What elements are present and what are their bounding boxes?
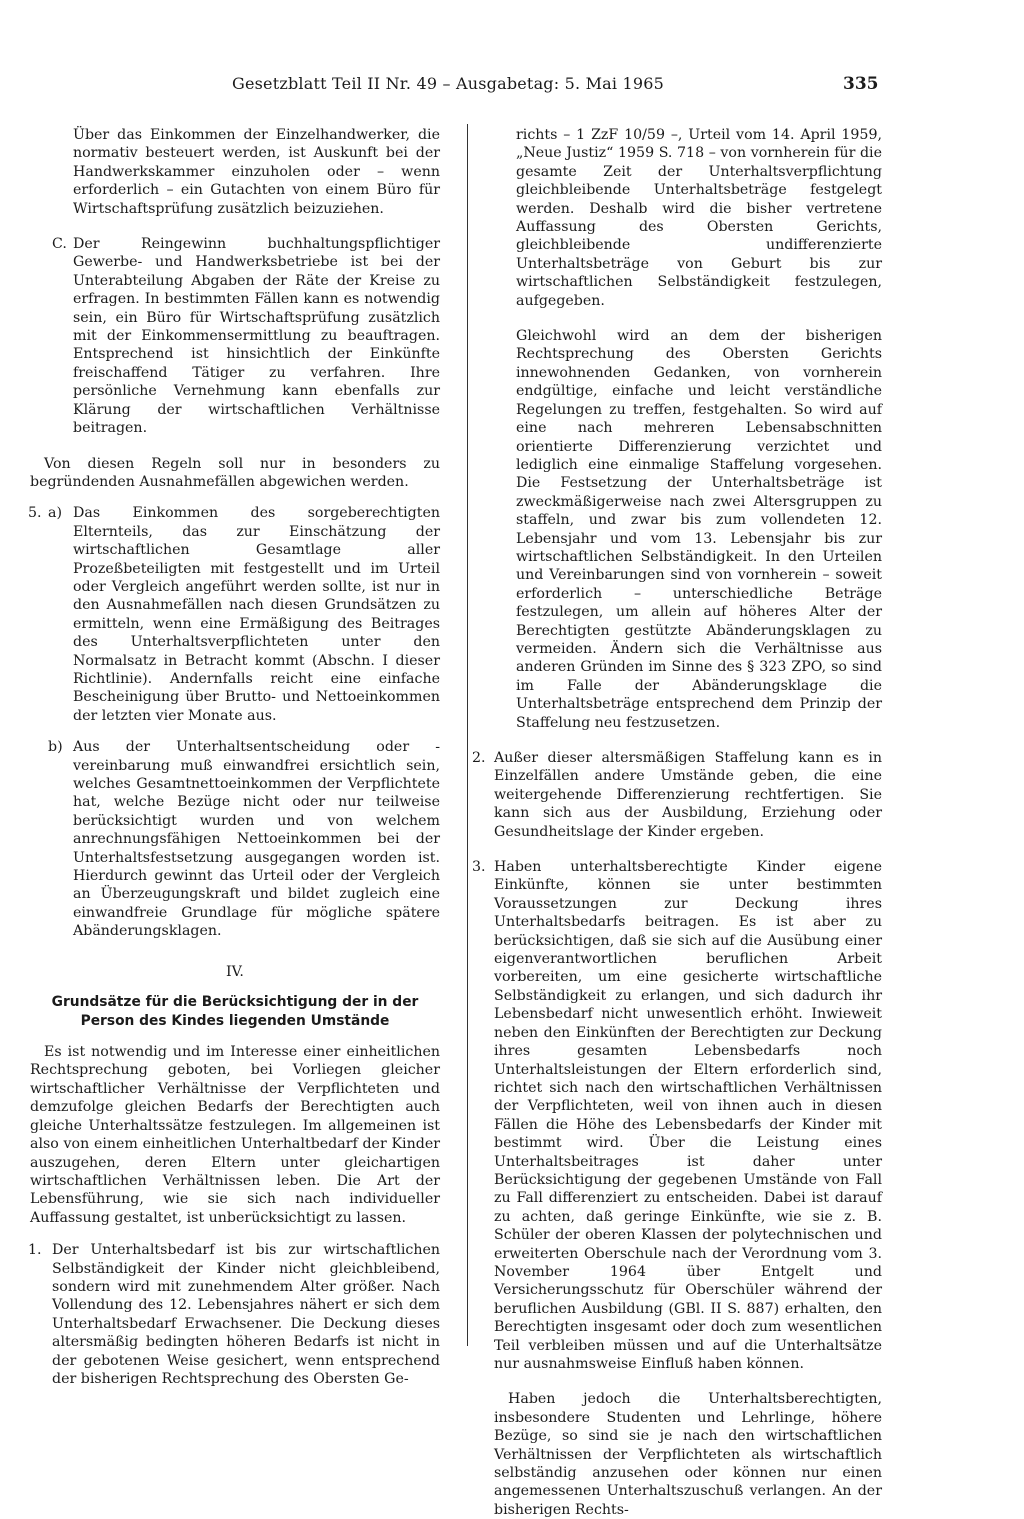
list-marker-5b: b) bbox=[48, 739, 63, 756]
page-header bbox=[0, 72, 1024, 100]
list-item-1-text: Der Unterhaltsbedarf ist bis zur wirtschaftlichen Selbständigkeit der Kinder nicht gleichbleibend, sondern wird mit zunehmendem Alter größer. Nach Vollendung des 12. Lebensjahres nähert er sich dem Unterhaltsbedarf Erwachsener. Die Deckung dieses altersmäßig bedingten höheren Bedarfs ist nicht in der gebotenen Weise gesichert, wenn entsprechend der bisherigen Rechtsprechung des Obersten Ge- bbox=[52, 1242, 440, 1387]
list-item-3-text: Haben unterhaltsberechtigte Kinder eigene Einkünfte, können sie unter bestimmten Voraussetzungen zur Deckung ihres Unterhaltsbedarfs beitragen. Es ist aber zu berücksichtigen, daß sie sich auf die Ausübung einer eigenverantwortlichen beruflichen Arbeit vorbereiten, um eine gesicherte wirtschaftliche Selbständigkeit zu erlangen, und sich dadurch ihr Lebensbedarf nicht unwesentlich erhöht. Inwieweit neben den Einkünften der Berechtigten zur Deckung ihres gesamten Lebensbedarfs noch Unterhaltsleistungen der Eltern erforderlich sind, richtet sich nach den wirtschaftlichen Verhältnissen der Verpflichteten, weil von ihnen auch in diesen Fällen die Höhe des Lebensbedarfs der Kinder mit bestimmt wird. Über die Leistung eines Unterhaltsbeitrages ist daher unter Berücksichtigung der gegebenen Umstände von Fall zu Fall differenziert zu entscheiden. Dabei ist darauf zu achten, daß geringe Einkünfte, wie sie z. B. Schüler der oberen Klassen der polytechnischen und erweiterten Oberschule nach der Verordnung vom 3. November 1964 über Entgelt und Versicherungsschutz für Oberschüler während der beruflichen Ausbildung (GBl. II S. 887) erhalten, den Berechtigten insgesamt oder doch zum wesentlichen Teil verbleiben müssen und auf die Unterhaltsätze nur ausnahmsweise Einfluß haben können. bbox=[494, 859, 882, 1372]
paragraph-gleichwohl: Gleichwohl wird an dem der bisherigen Rechtsprechung des Obersten Gerichts innewohnenden Gedanken, von vornherein endgültige, einfache und leicht verständliche Regelungen zu treffen, festgehalten. So wird auf eine nach mehreren Lebensabschnitten orientierte Differenzierung verzichtet und lediglich eine einmalige Staffelung vorgesehen. Die Festsetzung der Unterhaltsbeträge ist zweckmäßigerweise nach zwei Altersgruppen zu staffeln, und zwar bis zum vollendeten 12. Lebensjahr und vom 13. Lebensjahr bis zur wirtschaftlichen Selbständigkeit. In den Urteilen und Vereinbarungen sind von vornherein – soweit erforderlich – unterschiedliche Beträge festzulegen, um allein auf höheres Alter der Berechtigten gestützte Abänderungsklagen zu vermeiden. Ändern sich die Verhältnisse aus anderen Gründen im Sinne des § 323 ZPO, so sind im Falle der Abänderungsklage die Unterhaltsbeträge entsprechend dem Prinzip der Staffelung neu festzusetzen. bbox=[516, 328, 882, 731]
list-marker-5: 5. bbox=[28, 505, 42, 522]
section-number: IV. bbox=[226, 963, 244, 980]
list-item-5b bbox=[30, 738, 440, 940]
list-marker-3: 3. bbox=[472, 859, 486, 876]
paragraph-studenten: Haben jedoch die Unterhaltsberechtigten, insbesondere Studenten und Lehrlinge, höhere Bezüge, so sind sie je nach den wirtschaftlichen Verhältnissen der Verpflichteten als wirtschaftlich selbständig anzusehen oder können nur einen angemessenen Unterhaltszuschuß verlangen. An der bisherigen Rechts- bbox=[494, 1391, 882, 1518]
list-item-1 bbox=[30, 1241, 440, 1388]
list-item-2 bbox=[472, 749, 882, 841]
paragraph-intro: Es ist notwendig und im Interesse einer einheitlichen Rechtsprechung geboten, bei Vorliegen gleicher wirtschaftlicher Verhältnisse der Verpflichteten und demzufolge gleichen Bedarfs der Berechtigten auch gleiche Unterhaltssätze festzulegen. Im allgemeinen ist also von einem einheitlichen Unterhaltbedarf der Kinder auszugehen, deren Eltern unter gleichartigen wirtschaftlichen Verhältnissen leben. Die Art der Lebensführung, wie sie sich nach individueller Auffassung gestaltet, ist unberücksichtigt zu lassen. bbox=[30, 1044, 440, 1226]
list-item-5a bbox=[30, 504, 440, 725]
list-item-5b-text: Aus der Unterhaltsentscheidung oder -vereinbarung muß einwandfrei ersichtlich sein, welches Gesamtnettoeinkommen der Verpflichtete hat, welche Bezüge nicht oder nur teilweise berücksichtigt wurden und von welchem anrechnungsfähigen Nettoeinkommen bei der Unterhaltsfestsetzung ausgegangen worden ist. Hierdurch gewinnt das Urteil oder der Vergleich an Überzeugungskraft und bildet zugleich eine einwandfreie Grundlage für mögliche spätere Abänderungsklagen. bbox=[73, 739, 440, 940]
list-item-5 bbox=[30, 504, 440, 940]
paragraph-einzelhandwerker: Über das Einkommen der Einzelhandwerker, die normativ besteuert werden, ist Auskunft bei der Handwerkskammer einzuholen oder – wenn erforderlich – ein Gutachten von einem Büro für Wirtschaftsprüfung zusätzlich beizuziehen. bbox=[73, 127, 440, 217]
gazette-title: Gesetzblatt Teil II Nr. 49 – Ausgabetag: 5. Mai 1965 bbox=[232, 74, 665, 93]
right-column bbox=[472, 126, 882, 1519]
left-column bbox=[30, 126, 440, 1388]
list-marker-c: C. bbox=[52, 236, 67, 253]
list-item-2-text: Außer dieser altersmäßigen Staffelung kann es in Einzelfällen andere Umstände geben, die eine weitergehende Differenzierung rechtfertigen. Sie kann sich aus der Ausbildung, Erziehung oder Gesundheitslage der Kinder ergeben. bbox=[494, 750, 882, 840]
list-item-c-text: Der Reingewinn buchhaltungspflichtiger Gewerbe- und Handwerksbetriebe ist bei der Unterabteilung Abgaben der Räte der Kreise zu erfragen. In bestimmten Fällen kann es notwendig sein, ein Büro für Wirtschaftsprüfung zusätzlich mit der Einkommensermittlung zu beauftragen. Entsprechend ist hinsichtlich der Einkünfte freischaffend Tätiger zu verfahren. Ihre persönliche Vernehmung kann ebenfalls zur Klärung der wirtschaftlichen Verhältnisse beitragen. bbox=[73, 236, 440, 437]
list-item-5a-text: Das Einkommen des sorgeberechtigten Elternteils, das zur Einschätzung der wirtschaftlichen Gesamtlage aller Prozeßbeteiligten mit festgestellt und im Urteil oder Vergleich angeführt werden sollte, ist nur in den Ausnahmefällen nach diesen Grundsätzen zu ermitteln, wenn eine Ermäßigung des Beitrages des Unterhaltsverpflichteten unter den Normalsatz in Betracht kommt (Abschn. I dieser Richtlinie). Andernfalls reicht eine einfache Bescheinigung über Brutto- und Nettoeinkommen der letzten vier Monate aus. bbox=[73, 505, 440, 724]
column-divider bbox=[467, 124, 468, 1346]
list-marker-1: 1. bbox=[28, 1242, 42, 1259]
page-number: 335 bbox=[843, 74, 879, 94]
list-item-c bbox=[30, 235, 440, 437]
list-item-3 bbox=[472, 858, 882, 1373]
list-marker-5a: a) bbox=[48, 505, 62, 522]
paragraph-item-1-continued: richts – 1 ZzF 10/59 –, Urteil vom 14. April 1959, „Neue Justiz“ 1959 S. 718 – von vornherein für die gesamte Zeit der Unterhaltsverpflichtung gleichbleibende Unterhaltsbeträge festgelegt werden. Deshalb wird die bisher vertretene Auffassung des Obersten Gerichts, gleichbleibende undifferenzierte Unterhaltsbeträge von Geburt bis zur wirtschaftlichen Selbständigkeit festzulegen, aufgegeben. bbox=[516, 127, 882, 309]
paragraph-regeln: Von diesen Regeln soll nur in besonders zu begründenden Ausnahmefällen abgewichen werden. bbox=[30, 455, 440, 490]
list-marker-2: 2. bbox=[472, 750, 486, 766]
section-heading: Grundsätze für die Berücksichtigung der in der Person des Kindes liegenden Umstände bbox=[51, 994, 419, 1030]
